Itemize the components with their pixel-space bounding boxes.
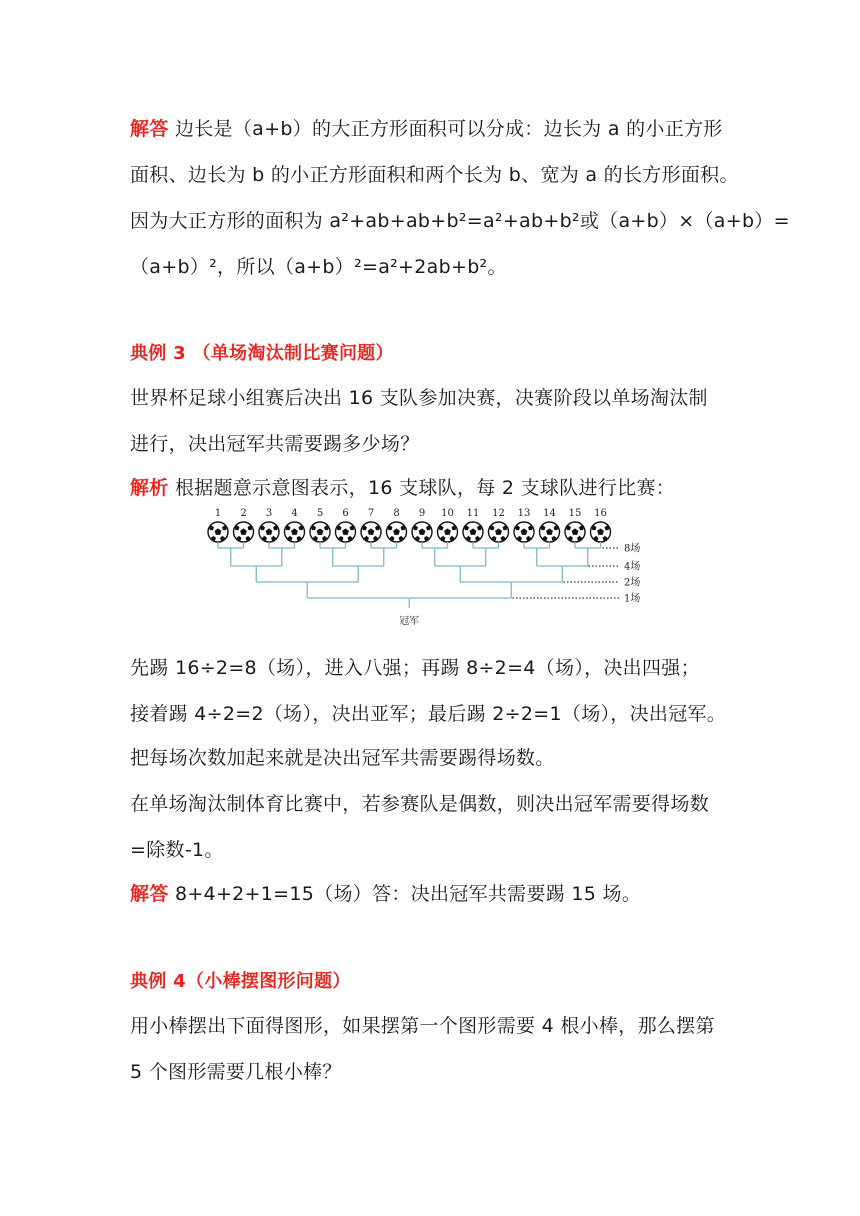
solution-line-3: 把每场次数加起来就是决出冠军共需要踢得场数。 xyxy=(130,747,555,769)
team-number-label: 13 xyxy=(517,508,531,519)
soccer-ball-icon xyxy=(259,522,279,542)
example-3-heading: 典例 3 （单场淘汰制比赛问题） xyxy=(130,343,394,364)
soccer-ball-icon xyxy=(208,522,228,542)
soccer-ball-icon xyxy=(463,522,483,542)
soccer-ball-icon xyxy=(438,522,458,542)
soccer-ball-icon xyxy=(336,522,356,542)
soccer-ball-icon xyxy=(285,522,305,542)
answer-paragraph-line-2: 面积、边长为 b 的小正方形面积和两个长为 b、宽为 a 的长方形面积。 xyxy=(130,164,739,186)
example-4-question-line-1: 用小棒摆出下面得图形，如果摆第一个图形需要 4 根小棒，那么摆第 xyxy=(130,1015,715,1037)
example-3-question-line-2: 进行，决出冠军共需要踢多少场？ xyxy=(130,433,420,455)
round-label: 2场 xyxy=(624,577,641,589)
soccer-ball-icon xyxy=(565,522,585,542)
soccer-ball-icon xyxy=(514,522,534,542)
soccer-ball-icon xyxy=(361,522,381,542)
soccer-ball-icon xyxy=(489,522,509,542)
team-number-label: 5 xyxy=(316,508,324,519)
team-number-label: 6 xyxy=(342,508,349,519)
answer-text: 8+4+2+1=15（场）答：决出冠军共需要踢 15 场。 xyxy=(174,883,642,905)
solution-line-1: 先踢 16÷2=8（场），进入八强；再踢 8÷2=4（场），决出四强； xyxy=(130,657,700,679)
team-number-label: 8 xyxy=(393,508,400,519)
soccer-ball-icon xyxy=(310,522,330,542)
example-3-answer xyxy=(130,880,641,908)
team-number-label: 9 xyxy=(418,508,426,519)
answer-text: 边长是（a+b）的大正方形面积可以分成：边长为 a 的小正方形 xyxy=(174,118,723,140)
answer-label: 解答 xyxy=(130,118,169,140)
round-label: 8场 xyxy=(624,543,641,555)
team-number-label: 16 xyxy=(594,508,607,519)
soccer-ball-icon xyxy=(591,522,611,542)
team-number-label: 7 xyxy=(367,508,375,519)
team-number-label: 10 xyxy=(441,508,454,519)
team-number-label: 12 xyxy=(492,508,505,519)
answer-paragraph-line-4: （a+b）²，所以（a+b）²=a²+2ab+b²。 xyxy=(130,256,507,278)
example-4-question-line-2: 5 个图形需要几根小棒？ xyxy=(130,1061,342,1083)
example-3-question-line-1: 世界杯足球小组赛后决出 16 支队参加决赛，决赛阶段以单场淘汰制 xyxy=(130,387,708,409)
answer-label: 解答 xyxy=(130,883,169,905)
team-number-label: 1 xyxy=(214,508,222,519)
champion-label: 冠军 xyxy=(399,616,420,627)
solution-line-2: 接着踢 4÷2=2（场），决出亚军；最后踢 2÷2=1（场），决出冠军。 xyxy=(130,703,727,725)
answer-paragraph-line-1 xyxy=(130,115,723,143)
team-number-label: 3 xyxy=(265,508,273,519)
round-label: 4场 xyxy=(624,561,641,573)
soccer-ball-icon xyxy=(540,522,560,542)
analysis-label: 解析 xyxy=(130,477,169,499)
team-number-label: 15 xyxy=(568,508,582,519)
soccer-ball-icon xyxy=(234,522,254,542)
example-4-heading: 典例 4（小棒摆图形问题） xyxy=(130,971,351,992)
answer-paragraph-line-3: 因为大正方形的面积为 a²+ab+ab+b²=a²+ab+b²或（a+b）×（a+b）= xyxy=(130,210,790,232)
round-label: 1场 xyxy=(624,593,641,605)
solution-line-4: 在单场淘汰制体育比赛中，若参赛队是偶数，则决出冠军需要得场数 xyxy=(130,793,710,815)
solution-line-5: =除数-1。 xyxy=(130,839,224,861)
soccer-ball-icon xyxy=(387,522,407,542)
team-number-label: 4 xyxy=(291,508,298,519)
team-number-label: 11 xyxy=(466,508,480,519)
example-3-analysis xyxy=(130,474,675,502)
knockout-bracket-diagram xyxy=(200,504,660,632)
team-number-label: 2 xyxy=(240,508,247,519)
bracket-svg xyxy=(200,504,660,632)
analysis-text: 根据题意示意图表示，16 支球队，每 2 支球队进行比赛： xyxy=(174,477,676,499)
team-number-label: 14 xyxy=(543,508,556,519)
soccer-ball-icon xyxy=(412,522,432,542)
